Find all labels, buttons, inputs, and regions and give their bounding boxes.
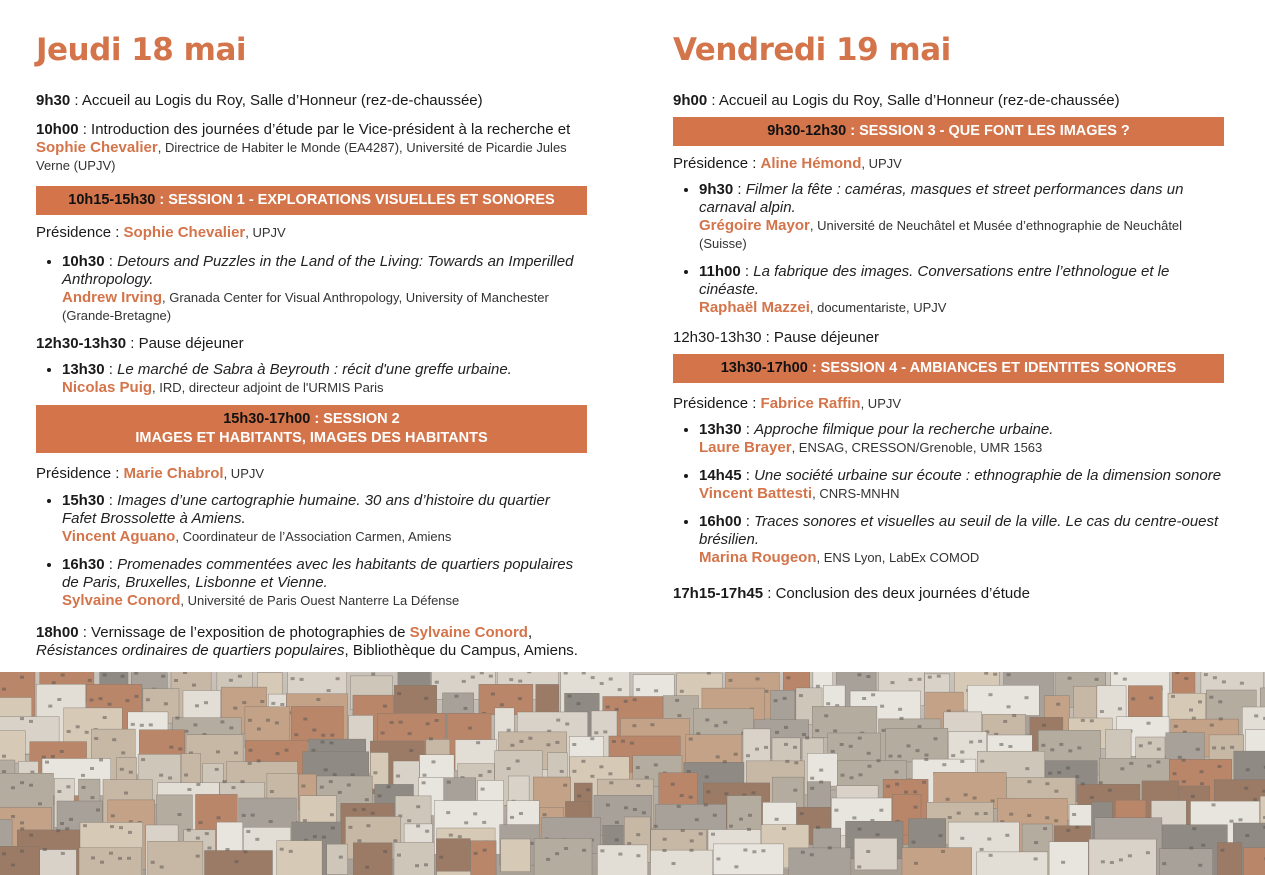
talk-time: 10h30 (62, 253, 105, 270)
talk-title: La fabrique des images. Conversations entre l’ethnologue et le cinéaste. (699, 263, 1170, 298)
session-title: : SESSION 2 (310, 411, 400, 427)
talk-time: 14h45 (699, 467, 742, 484)
presidence (36, 465, 587, 483)
session-time: 9h30-12h30 (767, 123, 847, 139)
talk-item: • 15h30 : Images d’une cartographie humaine. 30 ans d’histoire du quartier Fafet Brossolette à Amiens. Vincent Aguano, Coordinateur de l’Association Carmen, Amiens (62, 492, 587, 546)
speaker-name: Sylvaine Conord (62, 592, 181, 609)
session-time: 13h30-17h00 (720, 360, 808, 376)
conclusion-entry (673, 585, 1224, 603)
talk-item: • 13h30 : Le marché de Sabra à Beyrouth : récit d'une greffe urbaine. Nicolas Puig, IRD, directeur adjoint de l'URMIS Paris (62, 361, 587, 397)
session-title: : SESSION 3 - QUE FONT LES IMAGES ? (846, 123, 1130, 139)
presidence-label: Présidence : (36, 224, 124, 241)
entry-time: 17h15-17h45 (673, 585, 764, 602)
presidence-affiliation: , UPJV (861, 156, 902, 171)
entry-time: 12h30-13h30 (36, 335, 127, 352)
presidence-name: Fabrice Raffin (760, 395, 861, 412)
talk-list (36, 253, 587, 325)
entry-time: 10h00 (36, 121, 79, 138)
speaker-name: Marina Rougeon (699, 549, 817, 566)
entry-text: : Accueil au Logis du Roy, Salle d’Honneur (rez-de-chaussée) (707, 92, 1120, 109)
presidence-name: Marie Chabrol (123, 465, 224, 482)
talk-item: • 16h30 : Promenades commentées avec les habitants de quartiers populaires de Paris, Bruxelles, Lisbonne et Vienne. Sylvaine Conord, Université de Paris Ouest Nanterre La Défense (62, 556, 587, 610)
session-banner (36, 186, 587, 215)
speaker-name: Vincent Battesti (699, 485, 813, 502)
speaker-affiliation: , IRD, directeur adjoint de l'URMIS Paris (152, 380, 384, 395)
speaker-affiliation: , Université de Paris Ouest Nanterre La Défense (180, 593, 460, 608)
presidence-affiliation: , UPJV (245, 225, 286, 240)
presidence-label: Présidence : (673, 395, 761, 412)
entry-time: 9h00 (673, 92, 708, 109)
talk-time: 9h30 (699, 181, 734, 198)
accueil-entry (673, 92, 1224, 110)
talk-title: Detours and Puzzles in the Land of the Living: Towards an Imperilled Anthropology. (62, 253, 574, 288)
entry-comma: , (527, 624, 533, 641)
talk-item: • 10h30 : Detours and Puzzles in the Land of the Living: Towards an Imperilled Anthropology. Andrew Irving, Granada Center for Visual Anthropology, University of Manchester (Grande-Bretagne) (62, 253, 587, 325)
talk-list (36, 492, 587, 610)
talk-time: 16h30 (62, 556, 105, 573)
entry-text: : Conclusion des deux journées d’étude (763, 585, 1030, 602)
talk-item: • 11h00 : La fabrique des images. Conversations entre l’ethnologue et le cinéaste. Raphaël Mazzei, documentariste, UPJV (699, 263, 1224, 317)
vernissage-entry (36, 624, 587, 660)
talk-time: 11h00 (699, 263, 741, 280)
talk-list (673, 181, 1224, 317)
speaker-name: Raphaël Mazzei (699, 299, 810, 316)
presidence-name: Aline Hémond (760, 155, 862, 172)
speaker-affiliation: , documentariste, UPJV (809, 300, 947, 315)
exhibition-title: Résistances ordinaires de quartiers populaires (36, 642, 345, 659)
talk-title: Images d’une cartographie humaine. 30 ans d’histoire du quartier Fafet Brossolette à Amiens. (62, 492, 550, 527)
day-title: Vendredi 19 mai (673, 32, 951, 68)
speaker-affiliation: , ENSAG, CRESSON/Grenoble, UMR 1563 (791, 440, 1043, 455)
talk-title: Traces sonores et visuelles au seuil de la ville. Le cas du centre-ouest brésilien. (699, 513, 1219, 548)
speaker-name: Sylvaine Conord (409, 624, 528, 641)
speaker-name: Grégoire Mayor (699, 217, 810, 234)
talk-list (36, 361, 587, 397)
entry-text: : Vernissage de l’exposition de photographies de (78, 624, 410, 641)
presidence-label: Présidence : (36, 465, 124, 482)
talk-title: Approche filmique pour la recherche urbaine. (754, 421, 1054, 438)
presidence (36, 224, 587, 242)
talk-item: • 14h45 : Une société urbaine sur écoute : ethnographie de la dimension sonore Vincent Battesti, CNRS-MNHN (699, 467, 1224, 503)
presidence-name: Sophie Chevalier (123, 224, 246, 241)
talk-title: Une société urbaine sur écoute : ethnographie de la dimension sonore (754, 467, 1222, 484)
talk-title: Promenades commentées avec les habitants de quartiers populaires de Paris, Bruxelles, Lisbonne et Vienne. (62, 556, 574, 591)
session-banner (673, 117, 1224, 146)
presidence (673, 395, 1224, 413)
presidence-affiliation: , UPJV (223, 466, 265, 481)
talk-item: • 9h30 : Filmer la fête : caméras, masques et street performances dans un carnaval alpin. Grégoire Mayor, Université de Neuchâtel et Musée d’ethnographie de Neuchâtel (Suisse) (699, 181, 1224, 253)
talk-time: 13h30 (699, 421, 742, 438)
presidence-affiliation: , UPJV (860, 396, 902, 411)
talk-list (673, 421, 1224, 567)
speaker-name: Vincent Aguano (62, 528, 176, 545)
entry-tail: , Bibliothèque du Campus, Amiens. (344, 642, 578, 659)
day-title: Jeudi 18 mai (36, 32, 247, 68)
entry-text: : Introduction des journées d’étude par le Vice-président à la recherche et (78, 121, 571, 138)
session-title-line2: IMAGES ET HABITANTS, IMAGES DES HABITANTS (135, 430, 488, 446)
session-time: 10h15-15h30 (68, 192, 156, 208)
speaker-affiliation: , Université de Neuchâtel et Musée d’ethnographie de Neuchâtel (Suisse) (699, 218, 1183, 251)
session-banner (673, 354, 1224, 383)
speaker-name: Nicolas Puig (62, 379, 153, 396)
entry-text: : Pause déjeuner (126, 335, 244, 352)
entry-time: 18h00 (36, 624, 79, 641)
intro-entry (36, 121, 587, 175)
speaker-affiliation: , Directrice de Habiter le Monde (EA4287), Université de Picardie Jules Verne (UPJV) (36, 140, 567, 173)
entry-time: 9h30 (36, 92, 71, 109)
speaker-name: Laure Brayer (699, 439, 792, 456)
speaker-affiliation: , Granada Center for Visual Anthropology, University of Manchester (Grande-Bretagne) (62, 290, 549, 323)
talk-time: 13h30 (62, 361, 105, 378)
day-column-jeudi (36, 0, 587, 671)
session-title: : SESSION 1 - EXPLORATIONS VISUELLES ET SONORES (155, 192, 555, 208)
talk-item: • 13h30 : Approche filmique pour la recherche urbaine. Laure Brayer, ENSAG, CRESSON/Grenoble, UMR 1563 (699, 421, 1224, 457)
presidence (673, 155, 1224, 173)
talk-time: 15h30 (62, 492, 105, 509)
cityscape-photo (0, 672, 1265, 875)
session-time: 15h30-17h00 (223, 411, 311, 427)
speaker-affiliation: , CNRS-MNHN (812, 486, 900, 501)
session-title: : SESSION 4 - AMBIANCES ET IDENTITES SONORES (807, 360, 1177, 376)
speaker-affiliation: , Coordinateur de l’Association Carmen, Amiens (175, 529, 452, 544)
speaker-name: Sophie Chevalier (36, 139, 158, 156)
talk-item: • 16h00 : Traces sonores et visuelles au seuil de la ville. Le cas du centre-ouest brésilien. Marina Rougeon, ENS Lyon, LabEx COMOD (699, 513, 1224, 567)
talk-title: Filmer la fête : caméras, masques et street performances dans un carnaval alpin. (699, 181, 1184, 216)
accueil-entry (36, 92, 587, 110)
pause-entry (36, 335, 587, 353)
entry-text: : Accueil au Logis du Roy, Salle d’Honneur (rez-de-chaussée) (70, 92, 483, 109)
talk-title: Le marché de Sabra à Beyrouth : récit d'une greffe urbaine. (117, 361, 512, 378)
speaker-name: Andrew Irving (62, 289, 163, 306)
pause-entry: 12h30-13h30 : Pause déjeuner (673, 329, 880, 346)
session-banner (36, 405, 587, 453)
speaker-affiliation: , ENS Lyon, LabEx COMOD (816, 550, 980, 565)
day-column-vendredi (673, 0, 1224, 614)
presidence-label: Présidence : (673, 155, 761, 172)
talk-time: 16h00 (699, 513, 742, 530)
